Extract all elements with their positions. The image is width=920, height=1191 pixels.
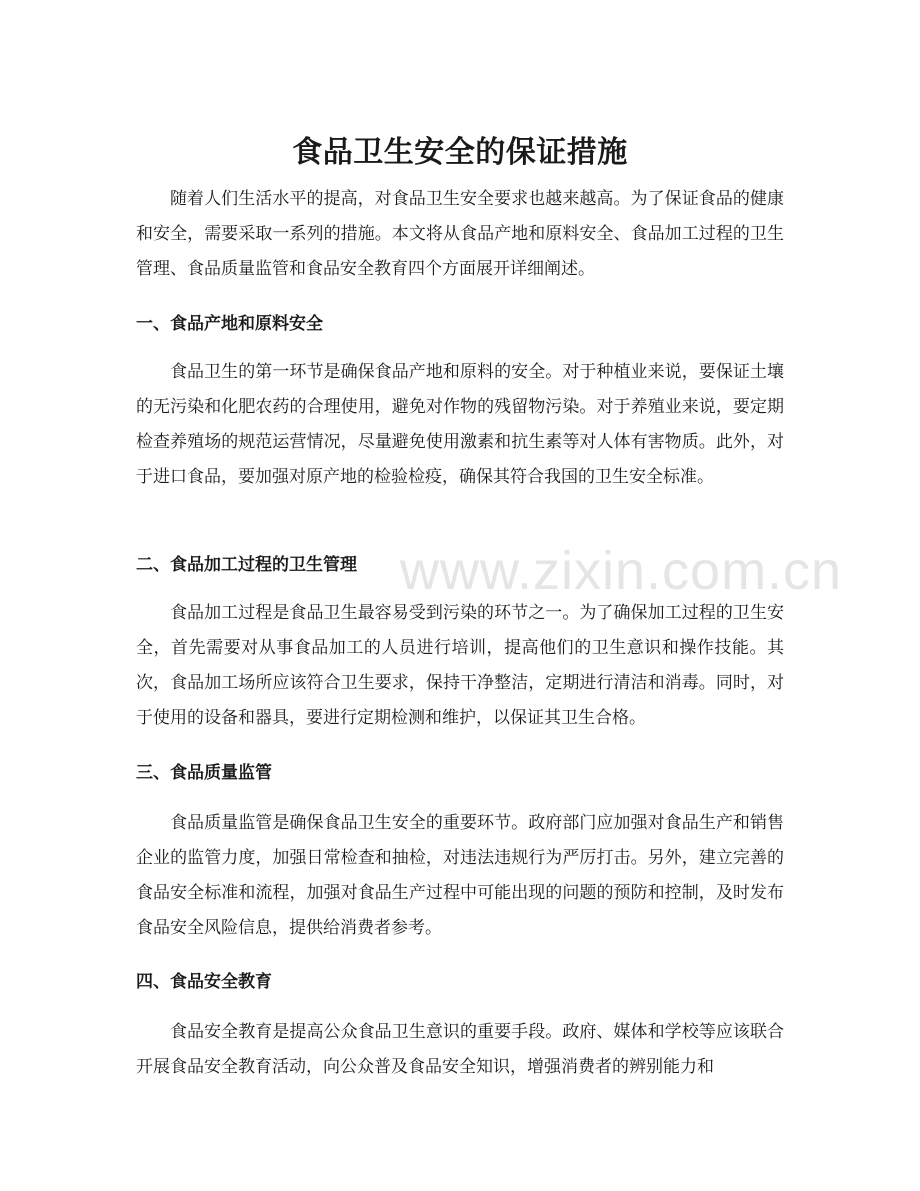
section-body-3: 食品质量监管是确保食品卫生安全的重要环节。政府部门应加强对食品生产和销售企业的监管力度，加强日常检查和抽检，对违法违规行为严厉打击。另外，建立完善的食品安全标准和流程，加强对食品生产过程中可能出现的问题的预防和控制，及时发布食品安全风险信息，提供给消费者参考。 (136, 813, 784, 938)
section-heading-3: 三、食品质量监管 (136, 763, 272, 783)
intro-paragraph: 随着人们生活水平的提高，对食品卫生安全要求也越来越高。为了保证食品的健康和安全，需要采取一系列的措施。本文将从食品产地和原料安全、食品加工过程的卫生管理、食品质量监管和食品安全教育四个方面展开详细阐述。 (136, 189, 784, 279)
section-body-4: 食品安全教育是提高公众食品卫生意识的重要手段。政府、媒体和学校等应该联合开展食品安全教育活动，向公众普及食品安全知识，增强消费者的辨别能力和 (136, 1022, 784, 1077)
section-heading-2: 二、食品加工过程的卫生管理 (136, 555, 357, 575)
section-body-1: 食品卫生的第一环节是确保食品产地和原料的安全。对于种植业来说，要保证土壤的无污染和化肥农药的合理使用，避免对作物的残留物污染。对于养殖业来说，要定期检查养殖场的规范运营情况，尽量避免使用激素和抗生素等对人体有害物质。此外，对于进口食品，要加强对原产地的检验检疫，确保其符合我国的卫生安全标准。 (136, 362, 784, 487)
watermark: www.zixin.com.cn (400, 541, 843, 601)
section-body-2: 食品加工过程是食品卫生最容易受到污染的环节之一。为了确保加工过程的卫生安全，首先需要对从事食品加工的人员进行培训，提高他们的卫生意识和操作技能。其次，食品加工场所应该符合卫生要求，保持干净整洁，定期进行清洁和消毒。同时，对于使用的设备和器具，要进行定期检测和维护，以保证其卫生合格。 (136, 603, 784, 728)
section-heading-1: 一、食品产地和原料安全 (136, 314, 323, 334)
section-heading-4: 四、食品安全教育 (136, 972, 272, 992)
document-title: 食品卫生安全的保证措施 (292, 135, 628, 171)
